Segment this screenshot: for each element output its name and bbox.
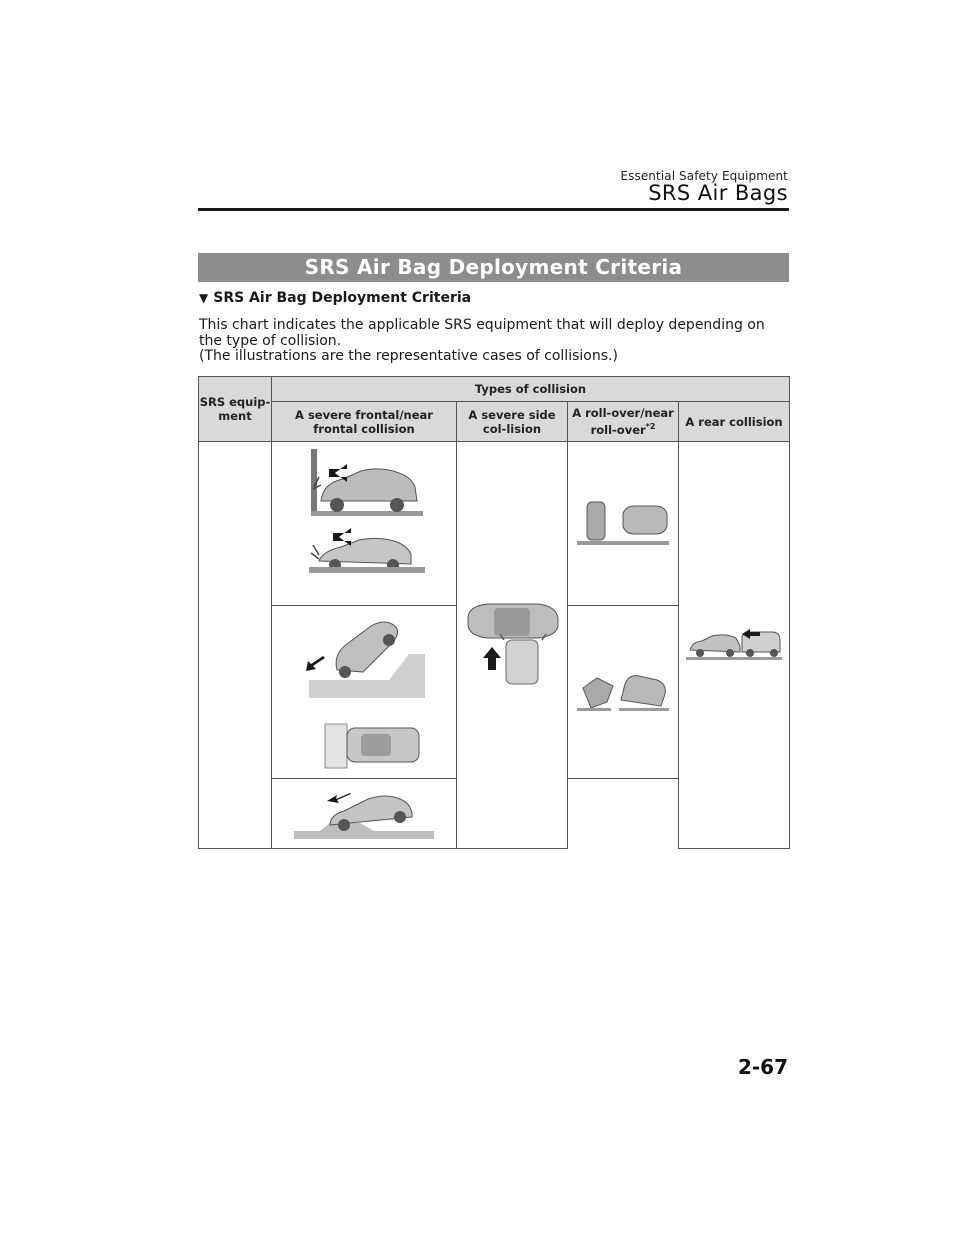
subheading [199,290,471,306]
near-rollover-illustration [575,670,671,714]
rollover-header [568,402,679,442]
intro-text [199,318,791,365]
frontal-illustration-cell-3 [272,779,457,849]
equipment-header: SRS equip-ment [199,377,272,442]
chapter-title: SRS Air Bags [648,181,788,205]
header-rule [198,208,789,211]
frontal-wall-collision-illustration [299,449,429,599]
frontal-ditch-collision-illustration [294,787,434,841]
frontal-collision-header: A severe frontal/near frontal collision [272,402,457,442]
side-collision-header: A severe side col-lision [457,402,568,442]
collision-types-header: Types of collision [272,377,790,402]
subheading-text: SRS Air Bag Deployment Criteria [213,290,472,306]
frontal-illustration-cell-1 [272,442,457,606]
section-label: Essential Safety Equipment [620,169,788,183]
side-illustration-cell [457,442,568,849]
rear-collision-header: A rear collision [679,402,790,442]
rear-illustration-cell [679,442,790,849]
frontal-offset-collision-illustration [299,614,429,770]
equipment-cell [199,442,272,849]
triangle-down-icon: ▼ [199,291,209,305]
side-collision-illustration [464,600,560,690]
section-banner: SRS Air Bag Deployment Criteria [198,253,789,282]
page-number: 2-67 [737,1055,788,1079]
rear-collision-illustration [686,628,782,662]
rollover-header-text: A roll-over/near roll-over [572,406,674,437]
deployment-criteria-table [198,376,790,849]
frontal-illustration-cell-2 [272,606,457,779]
rollover-illustration-cell-2 [568,606,679,779]
intro-line-1: This chart indicates the applicable SRS equipment that will deploy depending on the type of collision. [199,317,765,349]
rollover-illustration-cell-1 [568,442,679,606]
rollover-illustration [575,498,671,550]
footnote-marker: *2 [645,422,656,432]
intro-line-2: (The illustrations are the representative cases of collisions.) [199,348,618,364]
